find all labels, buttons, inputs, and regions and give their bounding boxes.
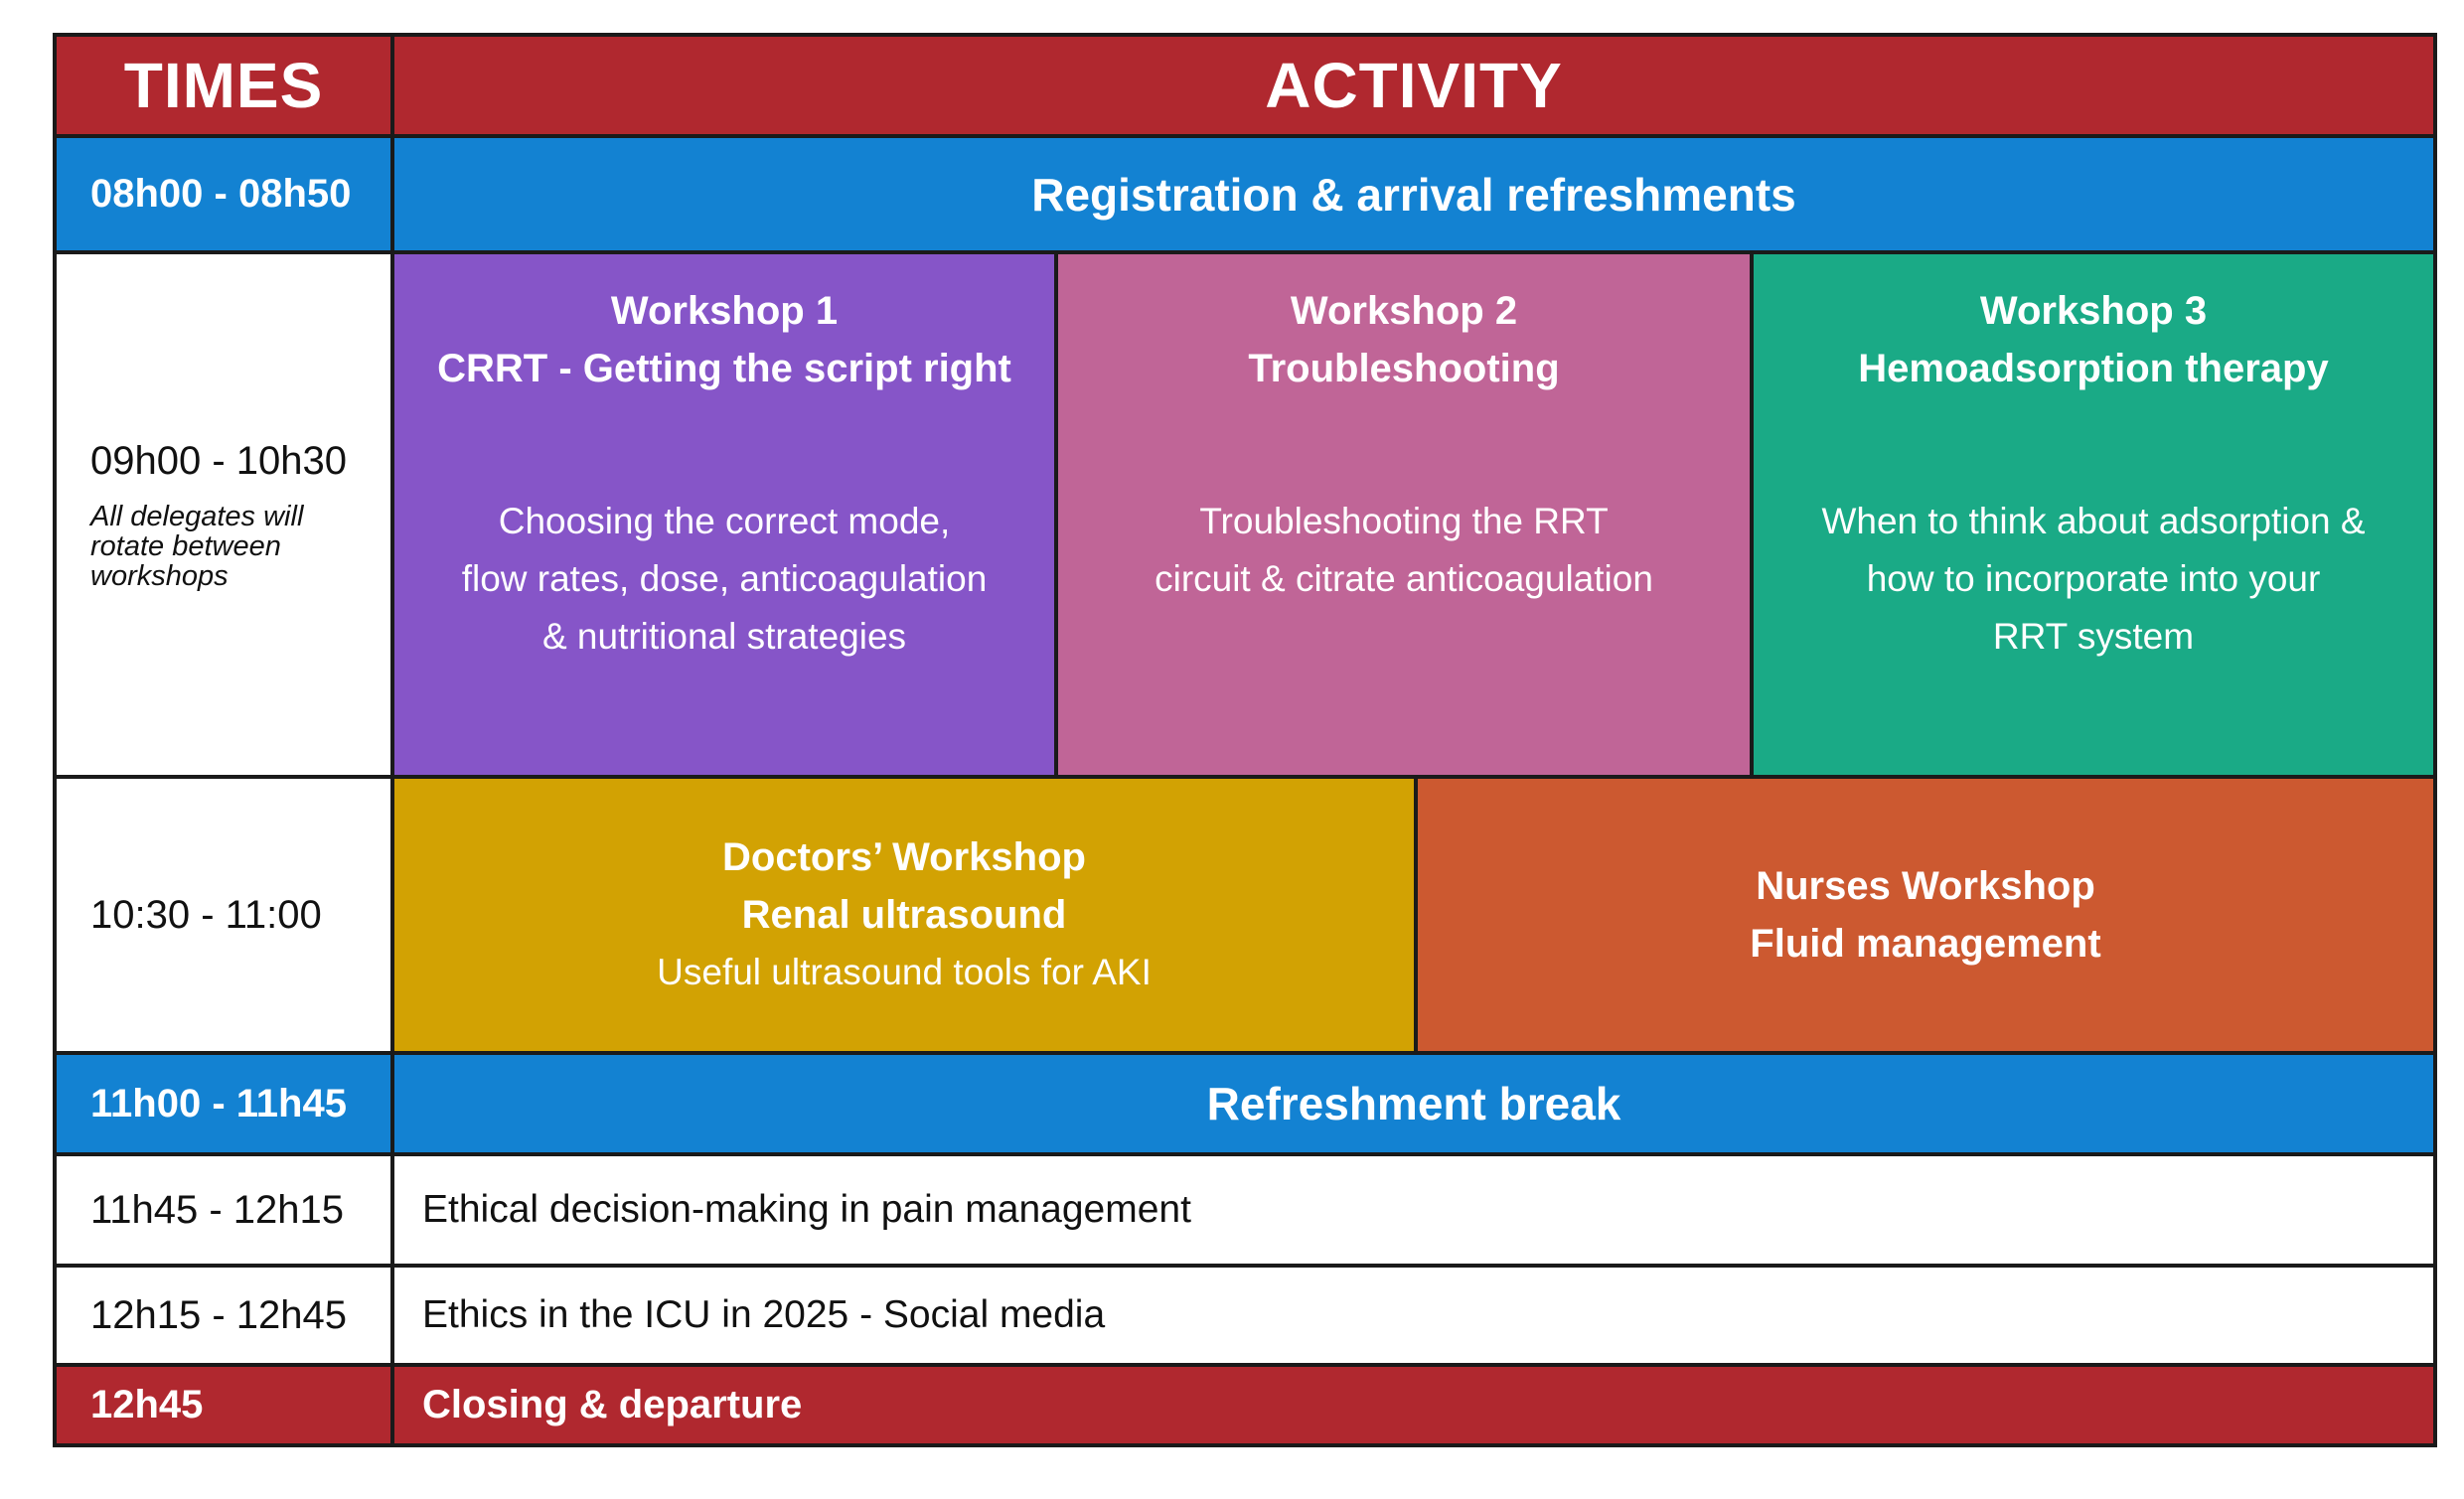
- workshop-desc-line: Choosing the correct mode,: [498, 501, 951, 541]
- workshop-1: [394, 254, 1058, 779]
- time-label: 11h00 - 11h45: [90, 1081, 347, 1125]
- rotation-note: All delegates will rotate between workshops: [90, 500, 304, 592]
- workshop-desc-line: When to think about adsorption &: [1821, 501, 2366, 541]
- time-label: 12h15 - 12h45: [90, 1292, 348, 1337]
- header-times: [57, 37, 394, 138]
- activity-registration: [394, 138, 2433, 254]
- activity-label: Closing & departure: [422, 1383, 803, 1426]
- workshop-2: [1058, 254, 1754, 779]
- time-workshops: [57, 254, 394, 779]
- time-break: [57, 1055, 394, 1156]
- time-ethics-icu: [57, 1268, 394, 1367]
- activity-label: Registration & arrival refreshments: [1031, 168, 1796, 221]
- activity-break: [394, 1055, 2433, 1156]
- header-times-label: TIMES: [123, 50, 324, 121]
- workshop-subtitle: CRRT - Getting the script right: [437, 347, 1011, 390]
- time-label: 10:30 - 11:00: [90, 892, 322, 937]
- header-activity: [394, 37, 2433, 138]
- time-label: 09h00 - 10h30: [90, 438, 348, 483]
- activity-ethics-pain: [394, 1156, 2433, 1268]
- workshop-desc-line: how to incorporate into your: [1866, 558, 2321, 599]
- activity-ethics-icu: [394, 1268, 2433, 1367]
- workshop-3: [1754, 254, 2433, 779]
- doctors-workshop: [394, 779, 1418, 1055]
- activity-label: Ethics in the ICU in 2025 - Social media: [422, 1293, 1106, 1336]
- time-label: 12h45: [90, 1383, 204, 1426]
- workshop-desc-line: circuit & citrate anticoagulation: [1155, 558, 1653, 599]
- session-subtitle: Fluid management: [1750, 922, 2101, 966]
- workshop-subtitle: Hemoadsorption therapy: [1858, 347, 2329, 390]
- session-desc: Useful ultrasound tools for AKI: [657, 952, 1152, 992]
- session-title: Nurses Workshop: [1756, 864, 2095, 908]
- workshop-title: Workshop 3: [1979, 289, 2208, 333]
- workshop-title: Workshop 2: [1290, 289, 1518, 333]
- time-ethics-pain: [57, 1156, 394, 1268]
- activity-label: Ethical decision-making in pain management: [422, 1188, 1191, 1231]
- time-label: 11h45 - 12h15: [90, 1187, 345, 1232]
- time-label: 08h00 - 08h50: [90, 172, 352, 216]
- time-closing: [57, 1367, 394, 1443]
- workshop-desc-line: Troubleshooting the RRT: [1199, 501, 1609, 541]
- workshop-subtitle: Troubleshooting: [1248, 347, 1560, 390]
- time-registration: [57, 138, 394, 254]
- time-split-sessions: [57, 779, 394, 1055]
- activity-closing: [394, 1367, 2433, 1443]
- session-subtitle: Renal ultrasound: [741, 893, 1067, 937]
- activity-label: Refreshment break: [1206, 1078, 1621, 1129]
- workshop-desc-line: & nutritional strategies: [541, 616, 907, 657]
- workshop-desc-line: flow rates, dose, anticoagulation: [461, 558, 988, 599]
- nurses-workshop: [1418, 779, 2433, 1055]
- header-activity-label: ACTIVITY: [1265, 50, 1563, 121]
- session-title: Doctors’ Workshop: [722, 835, 1086, 879]
- workshop-desc-line: RRT system: [1992, 616, 2195, 657]
- schedule-table: [53, 33, 2437, 1447]
- workshop-title: Workshop 1: [610, 289, 839, 333]
